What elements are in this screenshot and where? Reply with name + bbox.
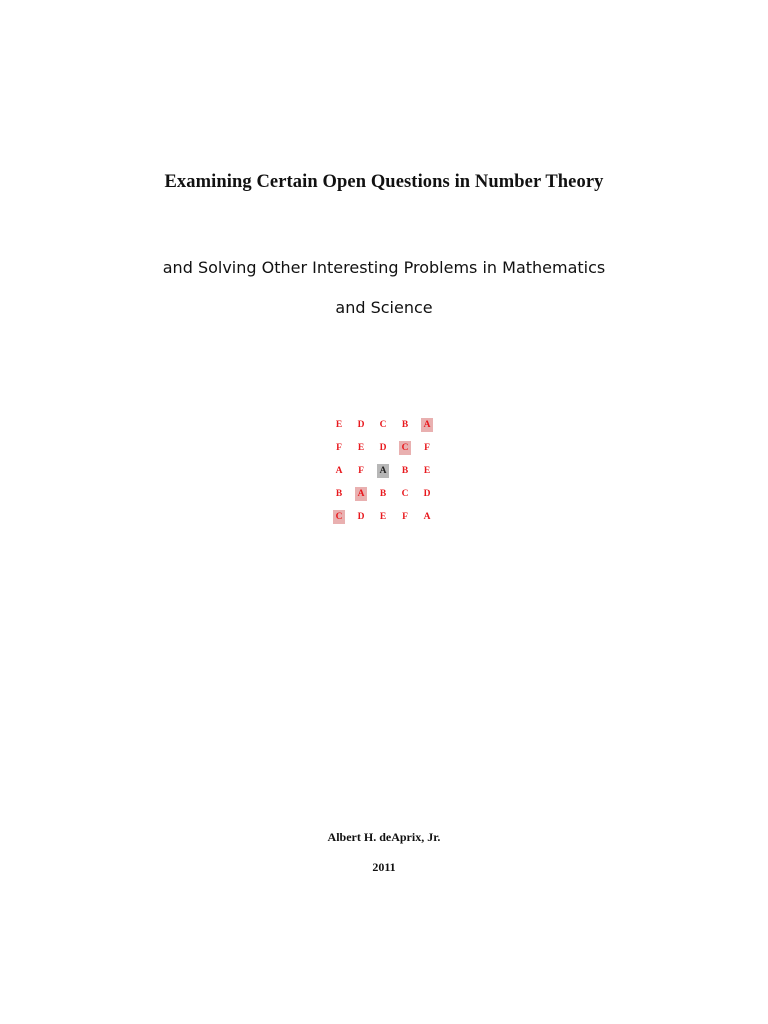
grid-cell-r2-c2: E bbox=[357, 443, 365, 453]
grid-cell-r2-c5: F bbox=[424, 443, 430, 453]
document-subtitle-line-1: and Solving Other Interesting Problems in Mathematics bbox=[162, 258, 606, 277]
grid-cell-r1-c1: E bbox=[335, 420, 343, 430]
grid-cell-r3-c2: F bbox=[358, 466, 364, 476]
grid-cell-r1-c4: B bbox=[401, 420, 409, 430]
grid-cell-r4-c3: B bbox=[379, 489, 387, 499]
grid-cell-r1-c2: D bbox=[357, 420, 365, 430]
grid-cell-r2-c3: D bbox=[379, 443, 387, 453]
publication-year: 2011 bbox=[372, 860, 396, 874]
grid-cell-r5-c5: A bbox=[423, 512, 431, 522]
grid-cell-r2-c4: C bbox=[399, 441, 411, 455]
grid-cell-r1-c3: C bbox=[379, 420, 387, 430]
grid-cell-r4-c4: C bbox=[401, 489, 409, 499]
grid-cell-r4-c5: D bbox=[423, 489, 431, 499]
grid-cell-r3-c1: A bbox=[335, 466, 343, 476]
grid-cell-r3-c3: A bbox=[377, 464, 389, 478]
grid-cell-r2-c1: F bbox=[336, 443, 342, 453]
grid-cell-r5-c3: E bbox=[379, 512, 387, 522]
grid-cell-r3-c4: B bbox=[401, 466, 409, 476]
grid-cell-r1-c5: A bbox=[421, 418, 433, 432]
grid-cell-r5-c4: F bbox=[402, 512, 408, 522]
grid-cell-r4-c1: B bbox=[335, 489, 343, 499]
grid-cell-r5-c2: D bbox=[357, 512, 365, 522]
letter-grid bbox=[329, 418, 439, 530]
grid-cell-r5-c1: C bbox=[333, 510, 345, 524]
grid-cell-r3-c5: E bbox=[423, 466, 431, 476]
document-subtitle-line-2: and Science bbox=[335, 298, 433, 317]
document-title: Examining Certain Open Questions in Number Theory bbox=[164, 172, 604, 192]
author-name: Albert H. deAprix, Jr. bbox=[327, 830, 441, 844]
grid-cell-r4-c2: A bbox=[355, 487, 367, 501]
